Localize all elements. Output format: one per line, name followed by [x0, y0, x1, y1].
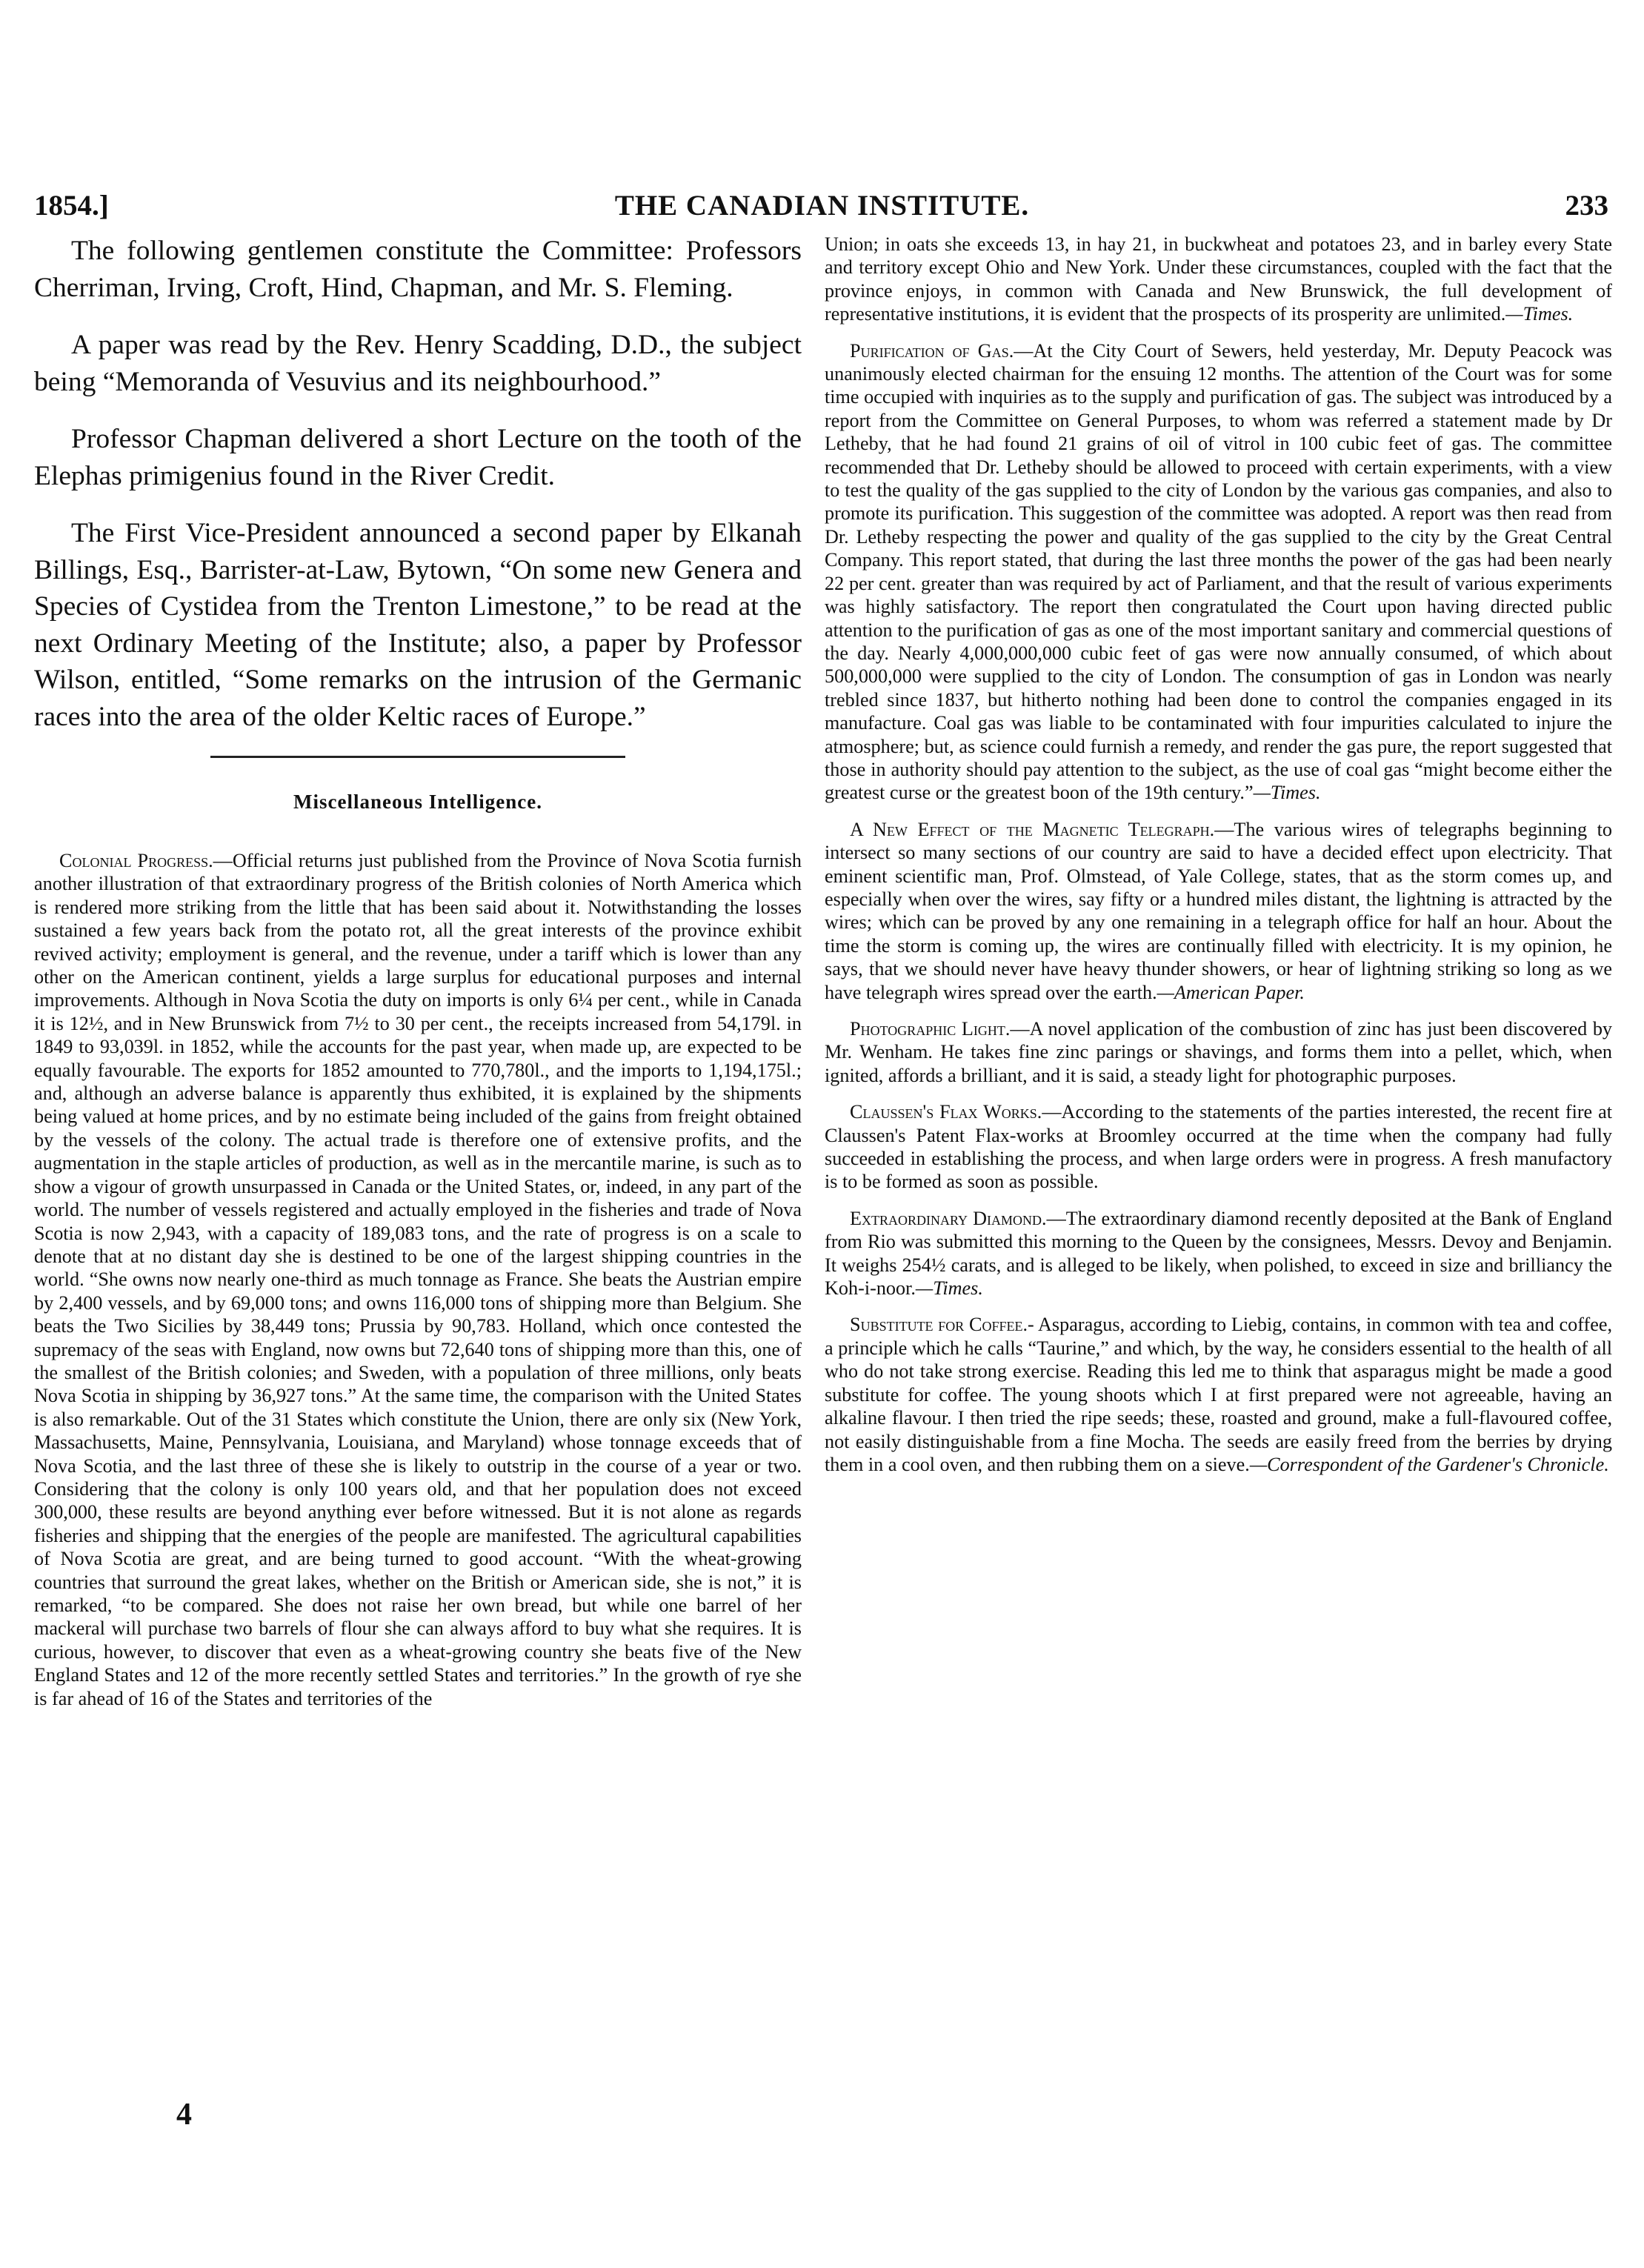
article-continuation — [825, 233, 1612, 326]
section-heading: Miscellaneous Intelligence. — [293, 791, 542, 813]
article-title: Claussen's Flax Works. — [850, 1101, 1042, 1123]
article-title: Substitute for Coffee. — [850, 1314, 1028, 1336]
article-source: —Times. — [915, 1277, 983, 1300]
running-header-year: 1854.] — [34, 190, 109, 222]
article-title: Colonial Progress. — [59, 850, 213, 871]
article-substitute-for-coffee — [825, 1313, 1612, 1476]
article-source: —Times. — [1505, 303, 1574, 325]
right-column — [825, 233, 1612, 1489]
scadding-paper-paragraph: A paper was read by the Rev. Henry Scadding, D.D., the subject being “Memoranda of Vesuvius and its neighbourhood.” — [34, 330, 802, 397]
announcement-paragraph: The First Vice-President announced a second paper by Elkanah Billings, Esq., Barrister-at-Law, Bytown, “On some new Genera and Species of Cystidea from the Trenton Limestone,” to be read at the next Ordinary Meeting of the Institute; also, a paper by Professor Wilson, entitled, “Some remarks on the intrusion of the Germanic races into the area of the older Keltic races of Europe.” — [34, 518, 802, 732]
article-magnetic-telegraph — [825, 818, 1612, 1004]
running-header-title: THE CANADIAN INSTITUTE. — [614, 190, 1030, 222]
article-flax-works — [825, 1100, 1612, 1194]
article-body: —The various wires of telegraphs beginning to intersect so many sections of our country are said to have a decided effect upon electricity. That eminent scientific man, Prof. Olmstead, of Yale College, states, that as the storm comes up, and especially when over the wires, say fifty or a hundred miles distant, the lightning is attracted by the wires; which can be proved by any one remaining in a telegraph office for half an hour. About the time the storm is coming up, the wires are continually filled with electricity. It is my opinion, he says, that we should never have heavy thunder showers, or hear of lightning striking so long as we have telegraph wires spread over the earth. — [825, 818, 1612, 1003]
article-extraordinary-diamond — [825, 1207, 1612, 1300]
article-body: Union; in oats she exceeds 13, in hay 21, in buckwheat and potatoes 23, and in barley every State and territory except Ohio and New York. Under these circumstances, coupled with the fact that the province enjoys, in common with Canada and New Brunswick, the full development of representative institutions, it is evident that the prospects of its prosperity are unlimited. — [825, 233, 1612, 325]
chapman-lecture-paragraph: Professor Chapman delivered a short Lecture on the tooth of the Elephas primigenius found in the River Credit. — [34, 424, 802, 491]
article-title: Purification of Gas. — [850, 339, 1014, 362]
signature-mark: 4 — [176, 2098, 192, 2132]
article-source: —Times. — [1253, 782, 1321, 804]
article-purification-of-gas — [825, 339, 1612, 805]
article-body: —Official returns just published from the Province of Nova Scotia furnish another illustration of that extraordinary progress of the British colonies of North America which is rendered more striking from the little that has been said about it. Notwithstanding the losses sustained a few years back from the potato rot, all the great interests of the province exhibit revived activity; employment is general, and the revenue, under a tariff which is lower than any other on the American continent, yields a large surplus for educational purposes and internal improvements. Although in Nova Scotia the duty on imports is only 6¼ per cent., while in Canada it is 12½, and in New Brunswick from 7½ to 30 per cent., the receipts increased from 54,179l. in 1849 to 93,039l. in 1852, while the accounts for the past year, when made up, are expected to be equally favourable. The exports for 1852 amounted to 770,780l., and the imports to 1,194,175l.; and, although an adverse balance is apparently thus exhibited, it is explained by the shipments being valued at home prices, and by no estimate being included of the gains from freight obtained by the vessels of the colony. The actual trade is therefore one of extensive profits, and the augmentation in the staple articles of production, as well as in the mercantile marine, is such as to show a vigour of growth unsurpassed in Canada or the United States, or, indeed, in any part of the world. The number of vessels registered and actually employed in the fisheries and trade of Nova Scotia is now 2,943, with a capacity of 189,083 tons, and the rate of progress is on a scale to denote that at no distant day she is destined to be one of the largest shipping countries in the world. “She owns now nearly one-third as much tonnage as France. She beats the Austrian empire by 2,400 vessels, and by 69,000 tons; and owns 116,000 tons of shipping more than Belgium. She beats the Two Sicilies by 38,449 tons; Prussia by 90,783. Holland, which once contested the supremacy of the seas with England, now owns but 72,640 tons of shipping more than this, one of the smallest of the British colonies; and Sweden, with a population of three millions, only beats Nova Scotia in shipping by 36,927 tons.” At the same time, the comparison with the United States is also remarkable. Out of the 31 States which constitute the Union, there are only six (New York, Massachusetts, Maine, Pennsylvania, Louisiana, and Maryland) whose tonnage exceeds that of Nova Scotia, and the last three of these she is likely to outstrip in the course of a year or two. Considering that the colony is only 100 years old, and that her population does not exceed 300,000, these results are beyond anything ever before witnessed. But it is not alone as regards fisheries and shipping that the energies of the people are manifested. The agricultural capabilities of Nova Scotia are great, and are being turned to good account. “With the wheat-growing countries that surround the great lakes, whether on the British or American side, she is not,” it is remarked, “to be compared. She does not raise her own bread, but while one barrel of her mackeral will purchase two barrels of flour she can always afford to buy what she requires. It is curious, however, to discover that even as a wheat-growing country she beats five of the New England States and 12 of the more recently settled States and territories.” In the growth of rye she is far ahead of 16 of the States and territories of the — [34, 850, 802, 1709]
article-title: Extraordinary Diamond. — [850, 1207, 1047, 1229]
article-body: —The extraordinary diamond recently deposited at the Bank of England from Rio was submitted this morning to the Queen by the consignees, Messrs. Devoy and Benjamin. It weighs 254½ carats, and is alleged to be likely, when polished, to exceed in size and brilliancy the Koh-i-noor. — [825, 1207, 1612, 1300]
article-source: —American Paper. — [1157, 981, 1305, 1003]
page-number: 233 — [1565, 190, 1608, 222]
article-body: - Asparagus, according to Liebig, contains, in common with tea and coffee, a principle which he calls “Taurine,” and which, by the way, he considers essential to the health of all who do not take strong exercise. Reading this led me to think that asparagus might be made a good substitute for coffee. The young shoots which I at first prepared were not agreeable, having an alkaline flavour. I then tried the ripe seeds; these, roasted and ground, make a full-flavoured coffee, not easily distinguishable from a fine Mocha. The seeds are easily freed from the berries by drying them in a cool oven, and then rubbing them on a sieve. — [825, 1314, 1612, 1475]
section-divider-rule — [210, 756, 625, 758]
article-source: —Correspondent of the Gardener's Chronicle. — [1249, 1453, 1609, 1475]
article-title: Photographic Light. — [850, 1018, 1011, 1040]
article-body: —A novel application of the combustion of zinc has just been discovered by Mr. Wenham. He takes fine zinc parings or shavings, and forms them into a pellet, which, when ignited, affords a brilliant, and it is said, a steady light for photographic purposes. — [825, 1018, 1613, 1086]
article-body: —According to the statements of the parties interested, the recent fire at Claussen's Patent Flax-works at Broomley occurred at the time when the company had fully succeeded in establishing the process, and when large orders were in progress. A fresh manufactory is to be formed as soon as possible. — [825, 1101, 1612, 1193]
article-title: A New Effect of the Magnetic Telegraph. — [850, 818, 1215, 840]
article-photographic-light — [825, 1017, 1612, 1087]
article-colonial-progress — [34, 849, 802, 1710]
committee-paragraph: The following gentlemen constitute the Committee: Professors Cherriman, Irving, Croft, Hind, Chapman, and Mr. S. Fleming. — [34, 236, 802, 303]
left-column — [34, 233, 802, 1723]
article-body: —At the City Court of Sewers, held yesterday, Mr. Deputy Peacock was unanimously elected chairman for the ensuing 12 months. The attention of the Court was for some time occupied with inquiries as to the supply and purification of gas. The subject was introduced by a report from the Committee on General Purposes, to whom was referred a statement made by Dr Letheby, that he had found 21 grains of oil of vitrol in 100 cubic feet of gas. The committee recommended that Dr. Letheby should be allowed to proceed with certain experiments, with a view to test the quality of the gas supplied to the city of London by the various gas companies, and also to promote its purification. This suggestion of the committee was adopted. A report was then read from Dr. Letheby respecting the power and quality of the gas supplied to the city by the Great Central Company. This report stated, that during the last three months the power of the gas had been nearly 22 per cent. greater than was required by act of Parliament, and that the result of various experiments was highly satisfactory. The report then congratulated the Court upon having directed public attention to the purification of gas as one of the most important sanitary and commercial questions of the day. Nearly 4,000,000,000 cubic feet of gas were now annually consumed, of which about 500,000,000 were supplied to the city of London. The consumption of gas in London was nearly trebled since 1837, but hitherto nothing had been done to control the companies engaged in its manufacture. Coal gas was liable to be contaminated with four impurities calculated to injure the atmosphere; but, as science could furnish a remedy, and render the gas pure, the report suggested that those in authority should pay attention to the subject, as the use of coal gas “might become either the greatest curse or the greatest boon of the 19th century.” — [825, 339, 1612, 804]
